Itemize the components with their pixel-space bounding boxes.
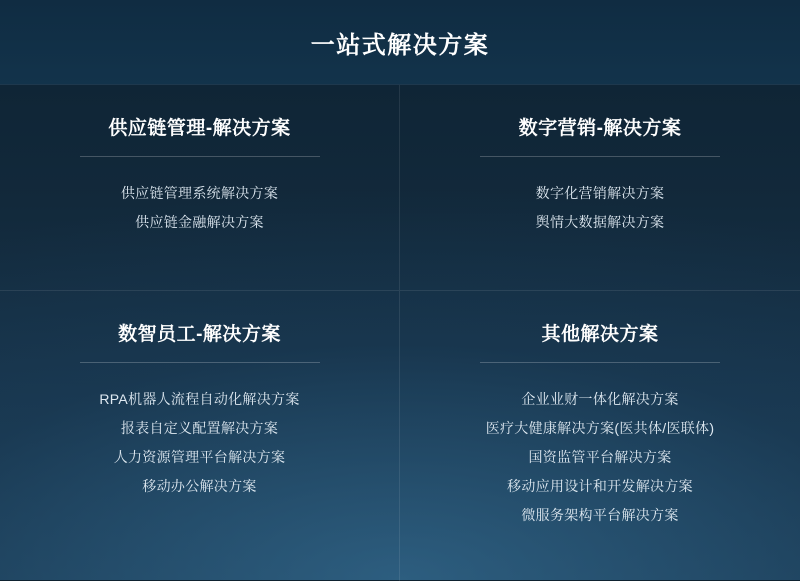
page-title: 一站式解决方案 bbox=[310, 31, 490, 59]
solution-link[interactable]: 报表自定义配置解决方案 bbox=[120, 420, 279, 436]
solution-link[interactable]: 移动应用设计和开发解决方案 bbox=[507, 478, 693, 494]
card-divider bbox=[480, 156, 720, 157]
solution-link[interactable]: RPA机器人流程自动化解决方案 bbox=[99, 391, 300, 407]
card-divider bbox=[480, 362, 720, 363]
card-title: 其他解决方案 bbox=[541, 324, 659, 345]
solution-card-supply-chain[interactable] bbox=[0, 85, 400, 291]
solution-link[interactable]: 供应链金融解决方案 bbox=[135, 214, 264, 230]
card-divider bbox=[80, 156, 320, 157]
card-divider bbox=[80, 362, 320, 363]
solution-link[interactable]: 数字化营销解决方案 bbox=[535, 185, 665, 201]
card-title: 数智员工-解决方案 bbox=[118, 324, 281, 345]
solution-link[interactable]: 微服务架构平台解决方案 bbox=[521, 507, 679, 523]
solutions-grid bbox=[0, 85, 800, 581]
solution-card-others[interactable] bbox=[400, 291, 800, 581]
solution-card-digital-employee[interactable] bbox=[0, 291, 400, 581]
solution-link[interactable]: 国资监管平台解决方案 bbox=[528, 449, 672, 465]
solution-link[interactable]: 人力资源管理平台解决方案 bbox=[113, 449, 286, 465]
solution-link[interactable]: 医疗大健康解决方案(医共体/医联体) bbox=[485, 420, 715, 436]
solution-link[interactable]: 舆情大数据解决方案 bbox=[535, 214, 665, 230]
solution-card-digital-marketing[interactable] bbox=[400, 85, 800, 291]
card-title: 供应链管理-解决方案 bbox=[108, 118, 291, 139]
solution-link[interactable]: 移动办公解决方案 bbox=[142, 478, 257, 494]
solution-link[interactable]: 供应链管理系统解决方案 bbox=[120, 185, 279, 201]
card-title: 数字营销-解决方案 bbox=[518, 118, 682, 139]
solution-link[interactable]: 企业业财一体化解决方案 bbox=[521, 391, 679, 407]
page-header bbox=[0, 0, 800, 85]
